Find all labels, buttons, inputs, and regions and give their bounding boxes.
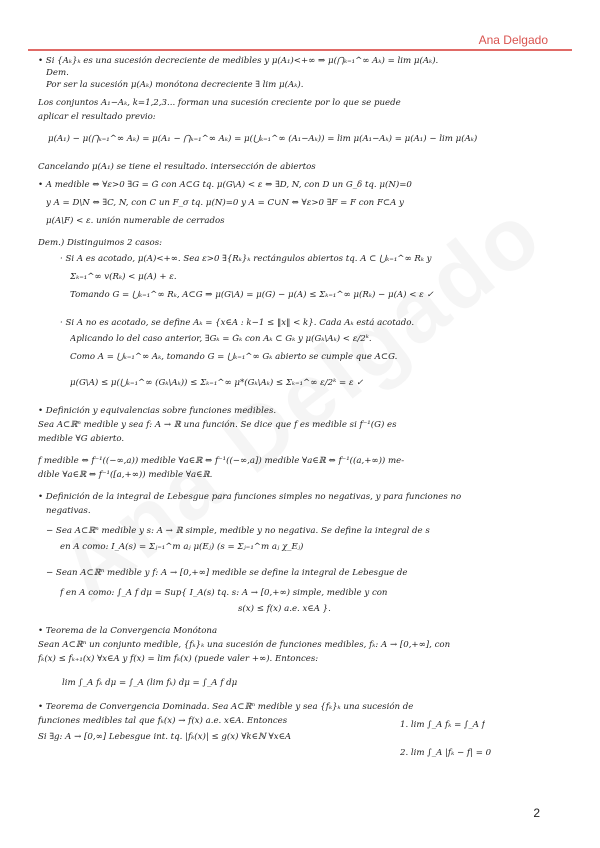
note-line: · Si A no es acotado, se define Aₖ = {x∈A : k−1 ≤ ‖x‖ < k}. Cada Aₖ está acotado. — [60, 318, 415, 328]
note-line: aplicar el resultado previo: — [38, 112, 156, 122]
note-line: fₖ(x) ≤ fₖ₊₁(x) ∀x∈A y f(x) = lim fₖ(x) (puede valer +∞). Entonces: — [38, 654, 319, 664]
note-line: · Si A es acotado, μ(A)<+∞. Sea ε>0 ∃{Rₖ}ₖ rectángulos abiertos tq. A ⊂ ⋃ₖ₌₁^∞ Rₖ y — [60, 254, 432, 264]
note-line: Cancelando μ(A₁) se tiene el resultado. intersección de abiertos — [38, 162, 316, 172]
note-line: funciones medibles tal que fₖ(x) → f(x) a.e. x∈A. Entonces — [38, 716, 288, 726]
note-line: f medible ⇔ f⁻¹((−∞,a)) medible ∀a∈ℝ ⇔ f⁻¹((−∞,a]) medible ∀a∈ℝ ⇔ f⁻¹((a,+∞)) me- — [38, 456, 405, 466]
note-line: • A medible ⇔ ∀ε>0 ∃G = G̊ con A⊂G tq. μ(G\A) < ε ⇔ ∃D, N, con D un G_δ tq. μ(N)=0 — [38, 180, 412, 190]
note-line: • Si {Aₖ}ₖ es una sucesión decreciente de medibles y μ(A₁)<+∞ ⇒ μ(⋂ₖ₌₁^∞ Aₖ) = lim μ(Aₖ). — [38, 56, 439, 66]
page-number: 2 — [533, 806, 540, 820]
note-line: • Definición y equivalencias sobre funciones medibles. — [38, 406, 277, 416]
note-line: − Sea A⊂ℝⁿ medible y s: A → ℝ simple, medible y no negativa. Se define la integral de s — [46, 526, 430, 536]
note-line: f en A como: ∫_A f dμ = Sup{ I_A(s) tq. s: A → [0,+∞) simple, medible y con — [60, 588, 388, 598]
note-line: 2. lim ∫_A |fₖ − f| = 0 — [400, 748, 492, 758]
note-line: • Teorema de la Convergencia Monótona — [38, 626, 218, 636]
note-line: Por ser la sucesión μ(Aₖ) monótona decreciente ∃ lim μ(Aₖ). — [46, 80, 304, 90]
note-line: − Sean A⊂ℝⁿ medible y f: A → [0,+∞] medible se define la integral de Lebesgue de — [46, 568, 408, 578]
note-line: Si ∃g: A → [0,∞] Lebesgue int. tq. |fₖ(x)| ≤ g(x) ∀k∈ℕ ∀x∈A — [38, 732, 292, 742]
note-line: Dem. — [46, 68, 69, 78]
note-line: Como A = ⋃ₖ₌₁^∞ Aₖ, tomando G = ⋃ₖ₌₁^∞ Gₖ abierto se cumple que A⊂G. — [70, 352, 398, 362]
note-line: Dem.) Distinguimos 2 casos: — [38, 238, 163, 248]
note-line: μ(A\F) < ε. unión numerable de cerrados — [46, 216, 225, 226]
note-line: lim ∫_A fₖ dμ = ∫_A (lim fₖ) dμ = ∫_A f dμ — [62, 678, 238, 688]
note-line: • Definición de la integral de Lebesgue para funciones simples no negativas, y para funciones no — [38, 492, 462, 502]
note-line: en A como: I_A(s) = Σⱼ₌₁^m aⱼ μ(Eⱼ) (s = Σⱼ₌₁^m aⱼ χ_Eⱼ) — [60, 542, 304, 552]
note-line: 1. lim ∫_A fₖ = ∫_A f — [400, 720, 485, 730]
note-line: Los conjuntos A₁−Aₖ, k=1,2,3... forman una sucesión creciente por lo que se puede — [38, 98, 401, 108]
note-line: negativas. — [46, 506, 91, 516]
note-line: dible ∀a∈ℝ ⇔ f⁻¹([a,+∞)) medible ∀a∈ℝ. — [38, 470, 213, 480]
note-line: medible ∀G abierto. — [38, 434, 125, 444]
author-name: Ana Delgado — [478, 33, 548, 47]
note-line: Aplicando lo del caso anterior, ∃Gₖ = G̊ₖ con Aₖ ⊂ Gₖ y μ(Gₖ\Aₖ) < ε/2ᵏ. — [70, 334, 372, 344]
note-line: • Teorema de Convergencia Dominada. Sea A⊂ℝⁿ medible y sea {fₖ}ₖ una sucesión de — [38, 702, 414, 712]
note-line: Sean A⊂ℝⁿ un conjunto medible, {fₖ}ₖ una sucesión de funciones medibles, fₖ: A → [0,+∞], con — [38, 640, 451, 650]
note-line: μ(G\A) ≤ μ(⋃ₖ₌₁^∞ (Gₖ\Aₖ)) ≤ Σₖ₌₁^∞ μ*(Gₖ\Aₖ) ≤ Σₖ₌₁^∞ ε/2ᵏ = ε ✓ — [70, 378, 364, 388]
note-line: Sea A⊂ℝⁿ medible y sea f: A → ℝ una función. Se dice que f es medible si f⁻¹(G) es — [38, 420, 397, 430]
note-line: y A = D\N ⇔ ∃C, N, con C un F_σ tq. μ(N)=0 y A = C∪N ⇔ ∀ε>0 ∃F = F̄ con F⊂A y — [46, 198, 404, 208]
note-line: μ(A₁) − μ(⋂ₖ₌₁^∞ Aₖ) = μ(A₁ − ⋂ₖ₌₁^∞ Aₖ) = μ(⋃ₖ₌₁^∞ (A₁−Aₖ)) = lim μ(A₁−Aₖ) = μ(A₁) − lim μ(Aₖ) — [48, 134, 478, 144]
header-rule — [28, 49, 572, 51]
note-line: Tomando G = ⋃ₖ₌₁^∞ Rₖ, A⊂G ⇒ μ(G\A) = μ(G) − μ(A) ≤ Σₖ₌₁^∞ μ(Rₖ) − μ(A) < ε ✓ — [70, 290, 434, 300]
note-line: Σₖ₌₁^∞ v(Rₖ) < μ(A) + ε. — [70, 272, 177, 282]
note-line: s(x) ≤ f(x) a.e. x∈A }. — [238, 604, 331, 614]
